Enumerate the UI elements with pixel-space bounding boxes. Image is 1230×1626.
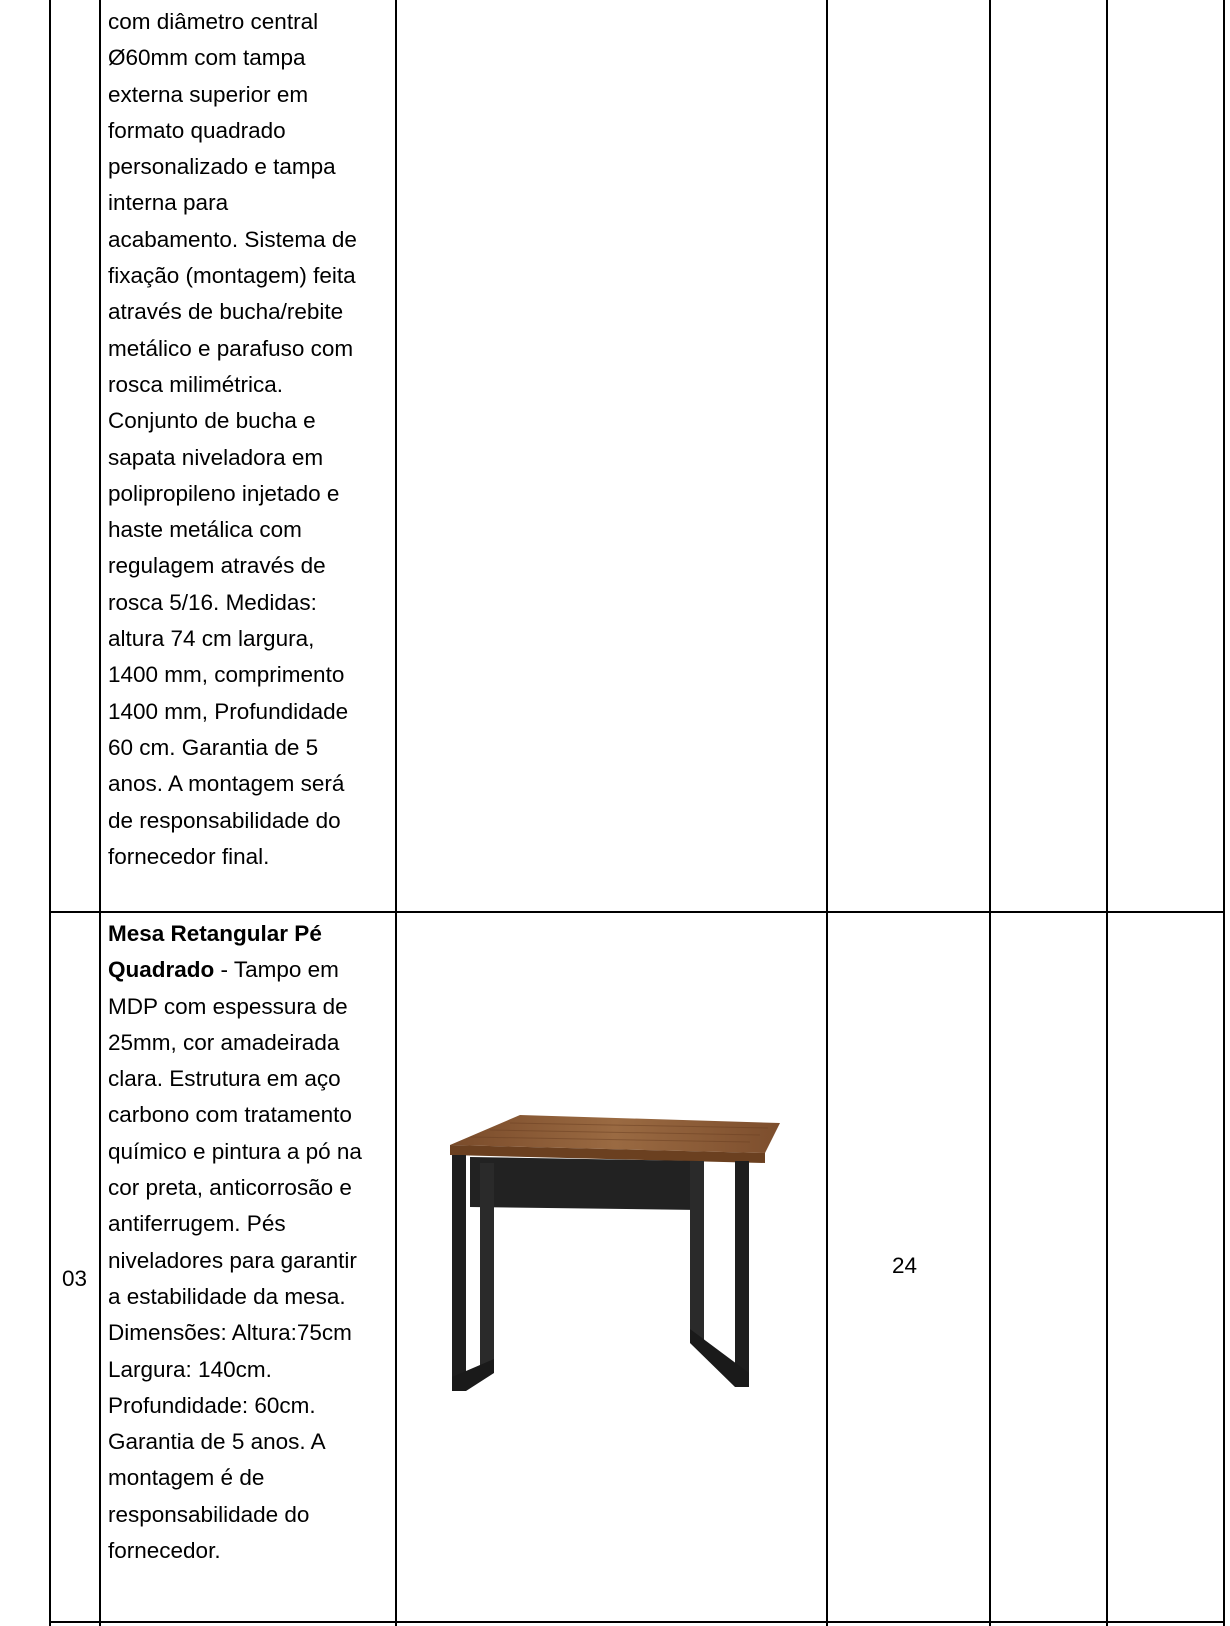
column-divider bbox=[989, 0, 991, 1626]
desk-illustration bbox=[450, 1115, 790, 1405]
table-border-left bbox=[49, 0, 51, 1626]
item-description-continued: com diâmetro central Ø60mm com tampa externa superior em formato quadrado personalizado e tampa interna para acabamento. Sistema de fixação (montagem) feita através de bucha/rebite metálico e parafuso com rosca milimétrica. Conjunto de bucha e sapata niveladora em polipropileno injetado e haste metálica com regulagem através de rosca 5/16. Medidas: altura 74 cm largura, 1400 mm, comprimento 1400 mm, Profundidade 60 cm. Garantia de 5 anos. A montagem será de responsabilidade do fornecedor final. bbox=[108, 9, 357, 869]
modesty-panel bbox=[470, 1157, 700, 1210]
item-title: Mesa Retangular Pé Quadrado bbox=[108, 921, 322, 983]
item-description bbox=[108, 916, 393, 1569]
row-divider bbox=[49, 911, 1225, 913]
table-border-bottom bbox=[49, 1621, 1225, 1623]
column-divider bbox=[1106, 0, 1108, 1626]
right-back-leg bbox=[690, 1161, 704, 1341]
item-number: 03 bbox=[62, 1266, 88, 1291]
left-back-leg bbox=[480, 1163, 494, 1373]
column-divider bbox=[99, 0, 101, 1626]
right-leg bbox=[735, 1161, 749, 1386]
table-border-right bbox=[1223, 0, 1225, 1626]
desk-table-image bbox=[450, 1115, 790, 1410]
column-divider bbox=[826, 0, 828, 1626]
item-quantity: 24 bbox=[892, 1253, 918, 1278]
left-leg bbox=[452, 1155, 466, 1390]
column-divider bbox=[395, 0, 397, 1626]
item-description-text: - Tampo em MDP com espessura de 25mm, cor amadeirada clara. Estrutura em aço carbono com tratamento químico e pintura a pó na cor preta, anticorrosão e antiferrugem. Pés niveladores para garantir a estabilidade da mesa. Dimensões: Altura:75cm Largura: 140cm. Profundidade: 60cm. Garantia de 5 anos. A montagem é de responsabilidade do fornecedor. bbox=[108, 957, 362, 1564]
